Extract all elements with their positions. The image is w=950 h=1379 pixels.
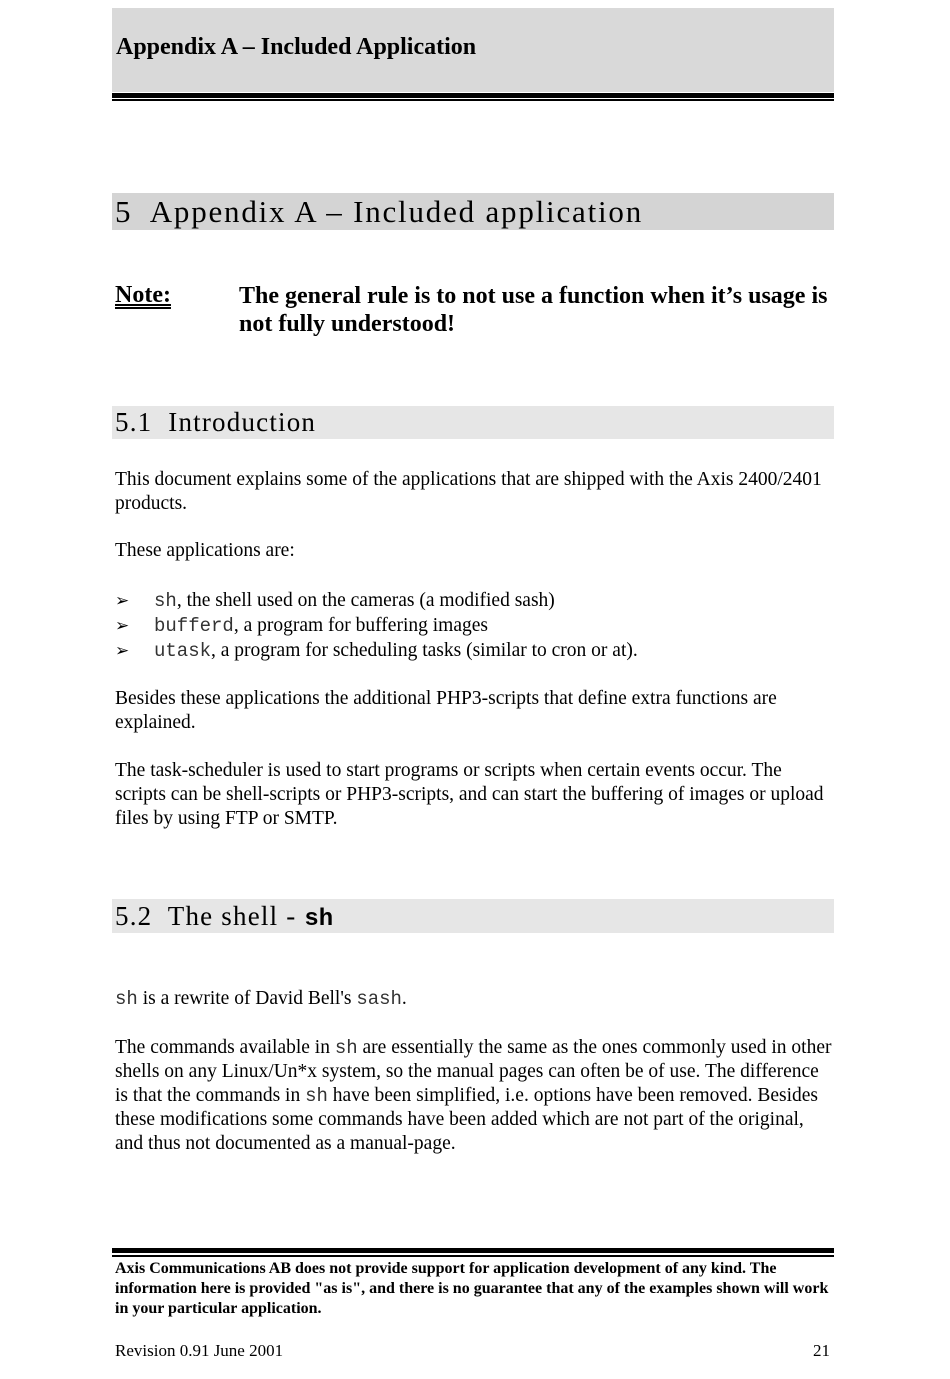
command-name: bufferd xyxy=(154,615,234,637)
chapter-title: Appendix A – Included application xyxy=(149,194,644,229)
list-item xyxy=(115,639,638,663)
paragraph-text: is a rewrite of David Bell's xyxy=(137,988,357,1009)
arrow-bullet-icon: ➢ xyxy=(115,616,130,636)
chapter-number: 5 xyxy=(115,194,133,229)
list-item xyxy=(115,589,555,613)
command-name: sh xyxy=(305,1085,328,1107)
list-item-text: , a program for scheduling tasks (similar to cron or at). xyxy=(211,640,638,661)
shell-intro-paragraph xyxy=(115,987,835,1011)
command-name: utask xyxy=(154,640,212,662)
note-label: Note: xyxy=(115,282,171,308)
applications-lead: These applications are: xyxy=(115,540,295,561)
footer-rule xyxy=(112,1248,834,1253)
paragraph-text: . xyxy=(401,988,407,1009)
paragraph-text: are essentially the same as the ones commonly used in other shells on any Linux/Un*x system, so the manual pages can often be of use. The difference is that the commands in xyxy=(115,1037,832,1106)
section-title: Introduction xyxy=(168,407,317,437)
running-header-title: Appendix A – Included Application xyxy=(116,34,477,60)
intro-paragraph: This document explains some of the applications that are shipped with the Axis 2400/2401 products. xyxy=(115,469,822,514)
arrow-bullet-icon: ➢ xyxy=(115,641,130,661)
shell-commands-paragraph xyxy=(115,1036,835,1156)
list-item-text: , the shell used on the cameras (a modified sash) xyxy=(176,590,555,611)
arrow-bullet-icon: ➢ xyxy=(115,591,130,611)
header-rule xyxy=(112,93,834,98)
section-heading-introduction xyxy=(115,406,316,439)
footer-disclaimer: Axis Communications AB does not provide support for application development of any kind. The information here is provided "as is", and there is no guarantee that any of the examples shown will work in your particular application. xyxy=(115,1260,829,1317)
section-title-command: sh xyxy=(304,906,334,933)
chapter-heading xyxy=(115,193,643,230)
header-rule-thin xyxy=(112,99,834,101)
list-item xyxy=(115,614,488,638)
section-number: 5.1 xyxy=(115,407,153,437)
php3-paragraph: Besides these applications the additional PHP3-scripts that define extra functions are explained. xyxy=(115,688,777,733)
list-item-text: , a program for buffering images xyxy=(233,615,488,636)
section-title: The shell - xyxy=(167,901,297,931)
command-name: sh xyxy=(154,590,177,612)
section-number: 5.2 xyxy=(115,901,153,931)
command-name: sash xyxy=(356,988,402,1010)
paragraph-text: The commands available in xyxy=(115,1037,335,1058)
command-name: sh xyxy=(115,988,138,1010)
command-name: sh xyxy=(334,1037,358,1059)
footer-revision: Revision 0.91 June 2001 xyxy=(115,1341,284,1360)
note-text: The general rule is to not use a function when it’s usage is not fully understood! xyxy=(239,283,828,337)
footer-rule-thin xyxy=(112,1255,834,1257)
task-scheduler-paragraph: The task-scheduler is used to start programs or scripts when certain events occur. The scripts can be shell-scripts or PHP3-scripts, and can start the buffering of images or upload files by using FTP or SMTP. xyxy=(115,760,824,829)
page-number: 21 xyxy=(813,1341,830,1360)
paragraph-text: have been simplified, i.e. options have been removed. Besides these modifications some commands have been added which are not part of the original, and thus not documented as a manual-page. xyxy=(115,1085,818,1154)
section-heading-shell xyxy=(115,899,333,937)
